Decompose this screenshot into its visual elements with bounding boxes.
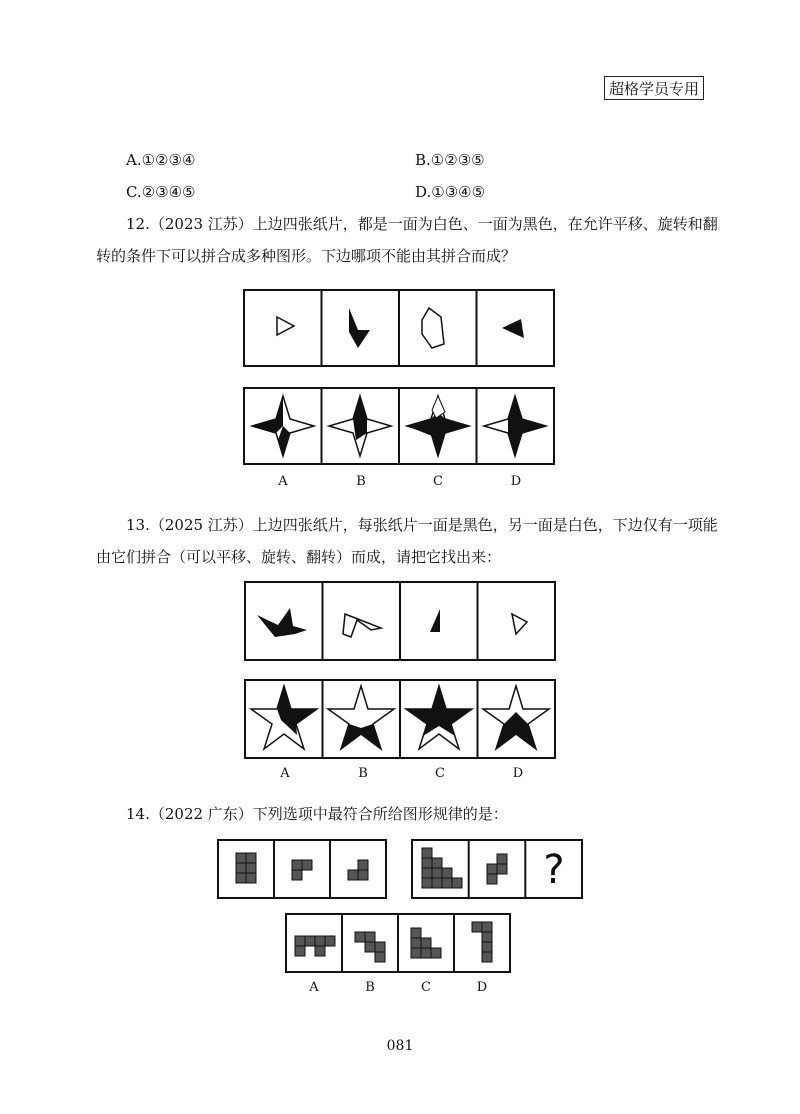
q14-sequence-left xyxy=(218,840,388,900)
q11-option-d[interactable] xyxy=(415,182,485,202)
q14-label-b: B xyxy=(365,980,375,995)
q14-sequence-right xyxy=(412,840,584,900)
q12-label-a: A xyxy=(278,474,288,489)
option-value: ②③④⑤ xyxy=(141,183,196,201)
q13-label-a: A xyxy=(280,766,290,781)
q12-label-d: D xyxy=(510,474,522,489)
option-letter: B. xyxy=(415,151,431,169)
q12-stem-line-1: 12.（2023 江苏）上边四张纸片，都是一面为白色、一面为黑色，在允许平移、旋转和翻 xyxy=(126,215,718,233)
q13-label-c: C xyxy=(435,766,445,781)
q13-label-d: D xyxy=(512,766,524,781)
q12-stem-line-2: 转的条件下可以拼合成多种图形。下边哪项不能由其拼合而成？ xyxy=(96,247,517,265)
question-mark: ? xyxy=(543,847,565,893)
q14-options-figure xyxy=(286,914,512,974)
q13-stem-line-1: 13.（2025 江苏）上边四张纸片，每张纸片一面是黑色，另一面是白色，下边仅有一项能 xyxy=(126,516,718,534)
q12-label-b: B xyxy=(356,474,366,489)
q14-label-a: A xyxy=(309,980,319,995)
q14-stem: 14.（2022 广东）下列选项中最符合所给图形规律的是： xyxy=(126,805,508,823)
option-letter: A. xyxy=(126,151,142,169)
q14-label-c: C xyxy=(421,980,431,995)
option-value: ①③④⑤ xyxy=(431,183,486,201)
q14-label-d: D xyxy=(476,980,488,995)
option-letter: D. xyxy=(415,183,432,201)
q13-options-figure xyxy=(245,680,557,760)
option-value: ①②③④ xyxy=(141,151,196,169)
page-number: 081 xyxy=(386,1038,414,1054)
q11-option-c[interactable] xyxy=(126,182,196,202)
option-letter: C. xyxy=(126,183,142,201)
q12-options-figure xyxy=(244,388,556,466)
q11-option-a[interactable] xyxy=(126,150,195,170)
q11-option-b[interactable] xyxy=(415,150,485,170)
q12-pieces-figure xyxy=(244,290,556,368)
q12-label-c: C xyxy=(433,474,443,489)
q13-stem-line-2: 由它们拼合（可以平移、旋转、翻转）而成，请把它找出来： xyxy=(96,548,502,566)
option-value: ①②③⑤ xyxy=(430,151,485,169)
q13-label-b: B xyxy=(358,766,368,781)
q13-pieces-figure xyxy=(245,582,557,662)
grid-shape-2x3 xyxy=(236,853,256,883)
student-only-badge: 超格学员专用 xyxy=(604,76,704,100)
